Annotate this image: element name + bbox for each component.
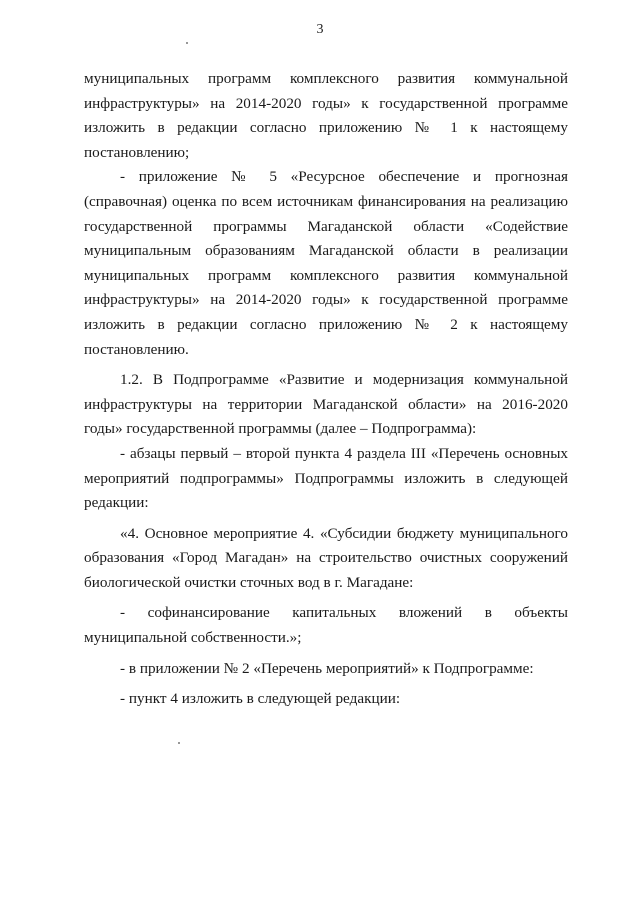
paragraph-cofinancing: - софинансирование капитальных вложений в объекты муниципальной собственности.»;: [84, 604, 568, 647]
paragraph-appendix-5: - приложение № 5 «Ресурсное обеспечение и прогнозная (справочная) оценка по всем источникам финансирования на реализацию государственной программы Магаданской области «Содействие муниципальным образованиям Магаданской области в реализации муниципальных программ комплексного развития коммунальной инфраструктуры» на 2014-2020 годы» к государственной программе изложить в редакции согласно приложению № 2 к настоящему постановлению.: [84, 168, 568, 358]
scan-speck: [178, 742, 180, 744]
paragraph-continuation: муниципальных программ комплексного развития коммунальной инфраструктуры» на 2014-2020 годы» к государственной программе изложить в редакции согласно приложению № 1 к настоящему постановлению;: [84, 70, 568, 161]
paragraph-appendix-2: - в приложении № 2 «Перечень мероприятий» к Подпрограмме:: [120, 659, 534, 677]
paragraph-section-1-2: 1.2. В Подпрограмме «Развитие и модернизация коммунальной инфраструктуры на территории Магаданской области» на 2016-2020 годы» государственной программы (далее – Подпрограмма):: [84, 371, 568, 438]
paragraph-abzacy: - абзацы первый – второй пункта 4 раздела III «Перечень основных мероприятий подпрограммы» Подпрограммы изложить в следующей редакции:: [84, 444, 568, 512]
paragraph-main-event-4: «4. Основное мероприятие 4. «Субсидии бюджету муниципального образования «Город Магадан» на строительство очистных сооружений биологической очистки сточных вод в г. Магадане:: [84, 524, 568, 591]
page-number: 3: [316, 22, 324, 37]
paragraph-item-4: - пункт 4 изложить в следующей редакции:: [120, 690, 401, 708]
document-body: [84, 67, 568, 712]
scan-speck: [186, 42, 188, 44]
